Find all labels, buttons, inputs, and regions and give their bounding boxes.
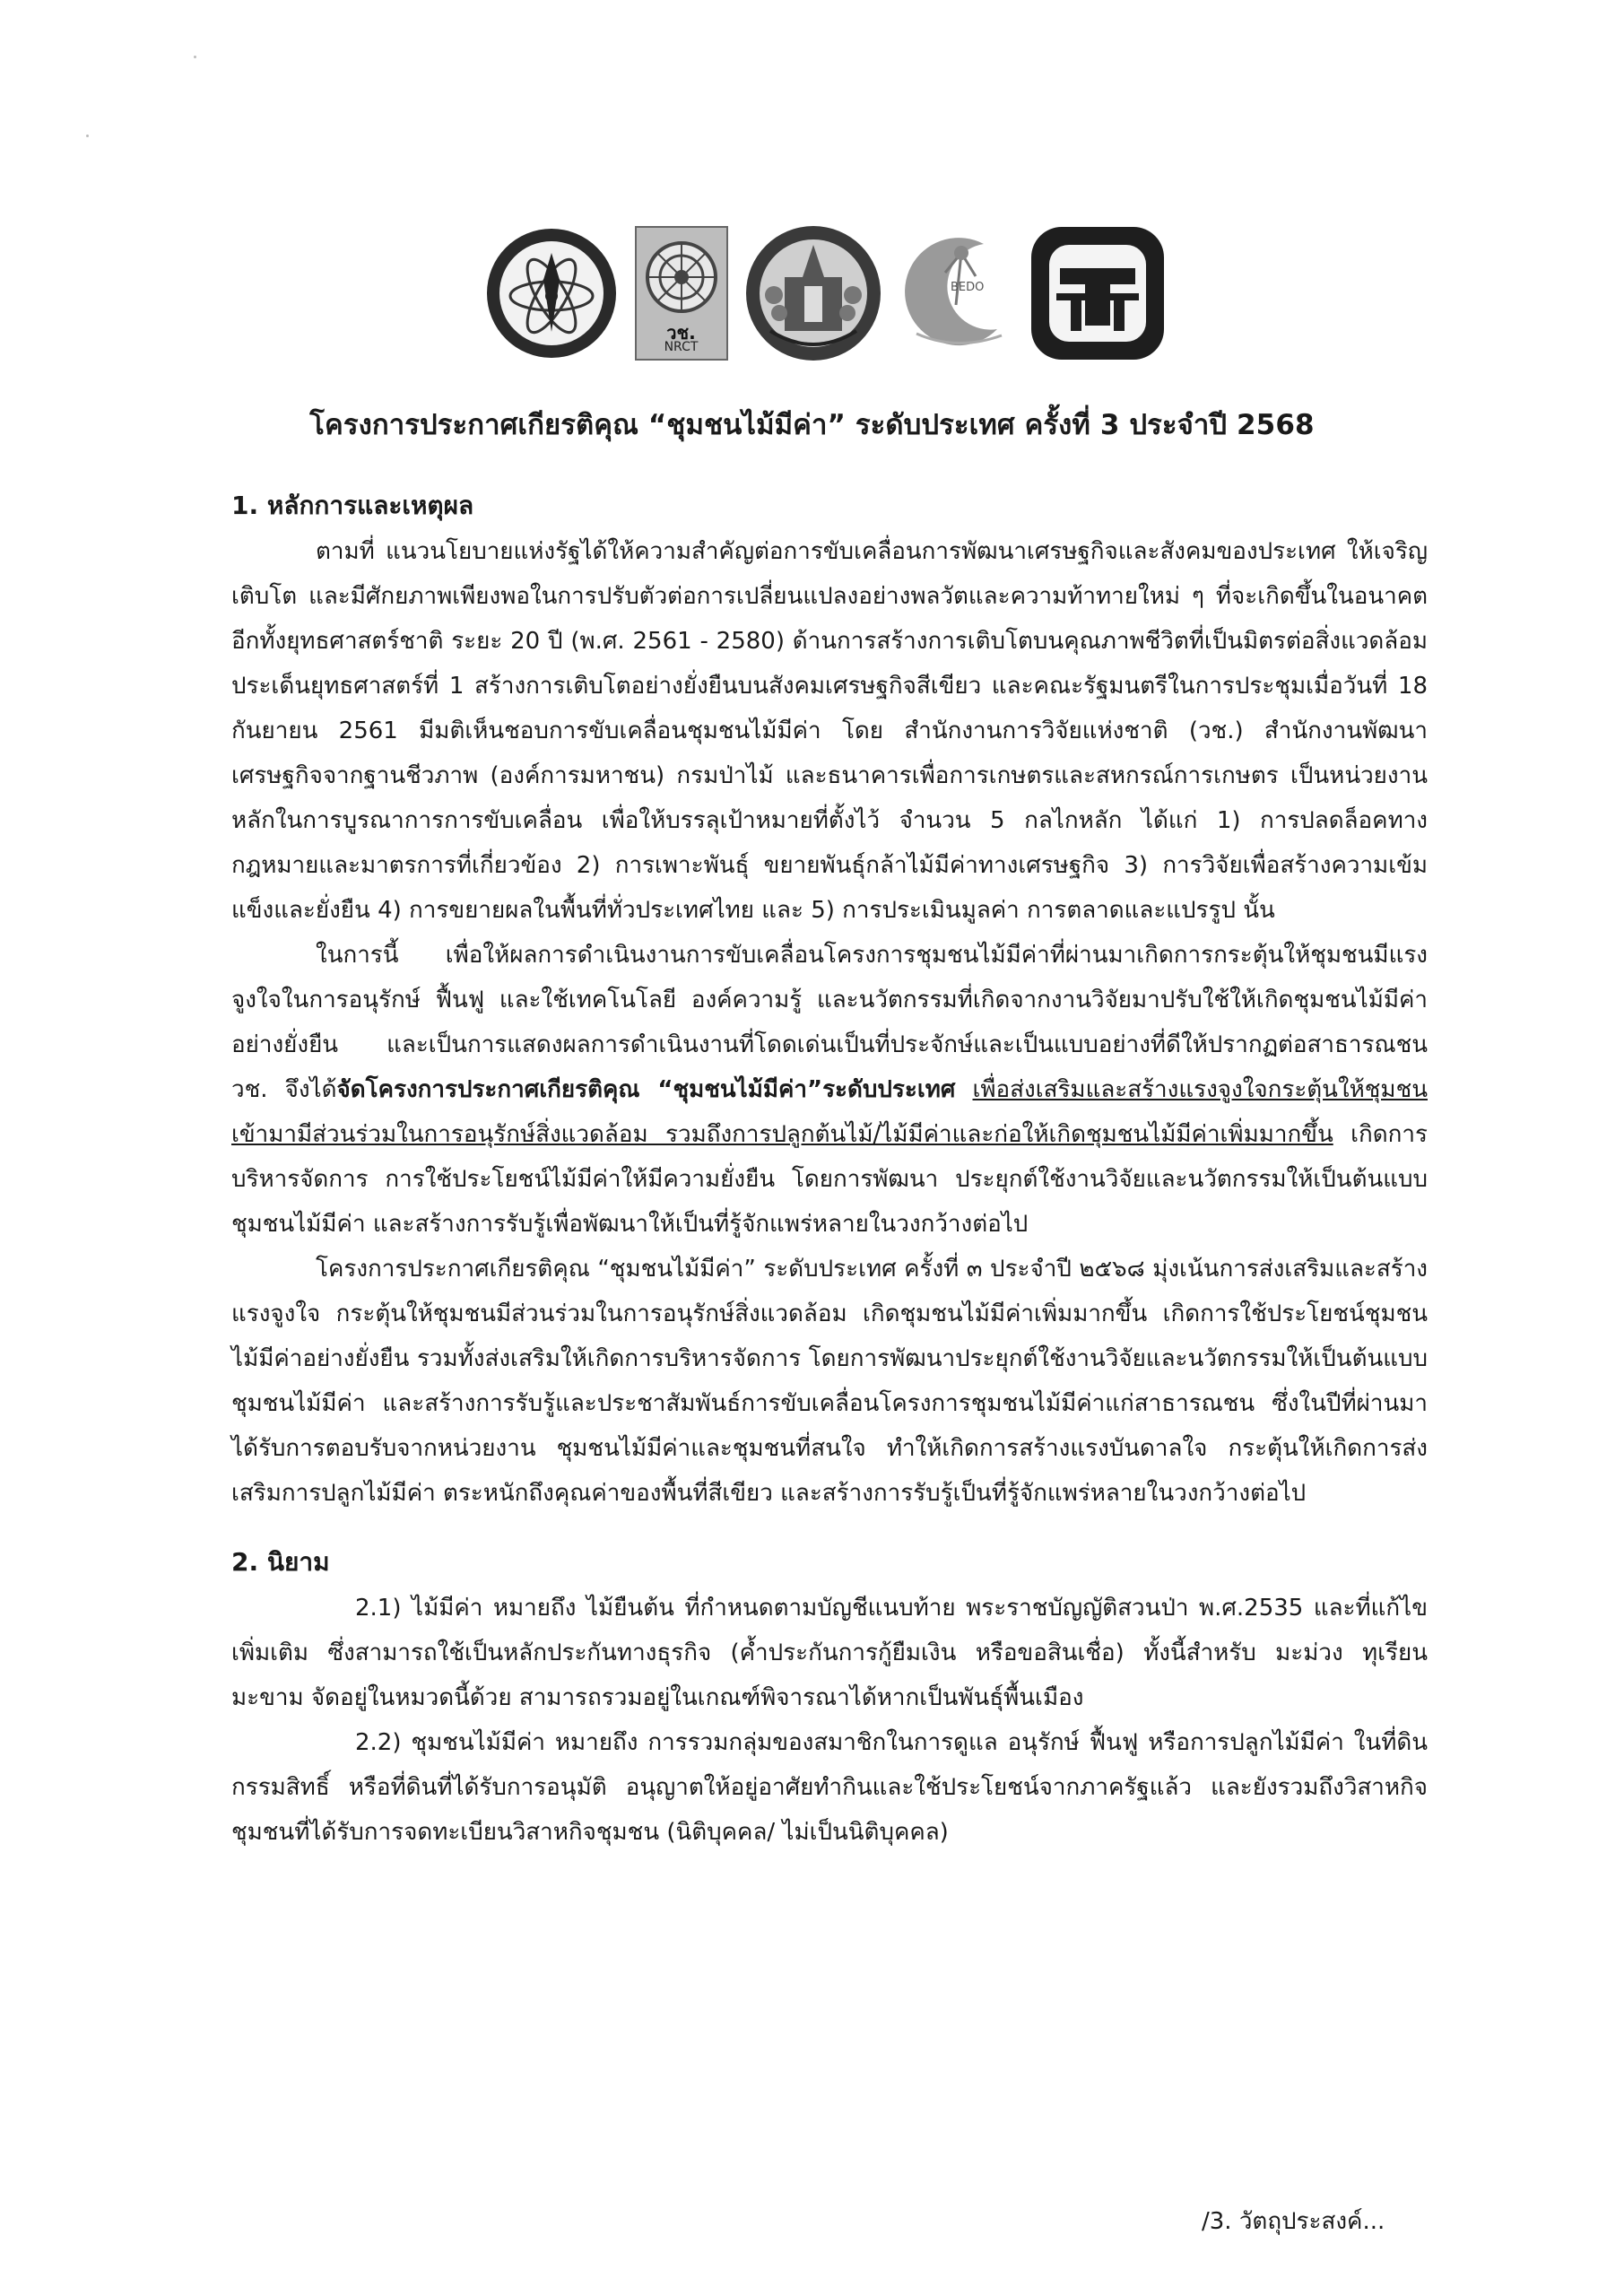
bedo-logo — [899, 226, 1015, 361]
scan-speck — [86, 135, 89, 137]
definition-valuable-wood-text: 2.1) ไม้มีค่า หมายถึง ไม้ยืนต้น ที่กำหนดตามบัญชีแนบท้าย พระราชบัญญัติสวนป่า พ.ศ.2535 และที่แก้ไขเพิ่มเติม ซึ่งสามารถใช้เป็นหลักประกันทางธุรกิจ (ค้ำประกันการกู้ยืมเงิน หรือขอสินเชื่อ) ทั้งนี้สำหรับ มะม่วง ทุเรียน มะขาม จัดอยู่ในหมวดนี้ด้วย สามารถรวมอยู่ในเกณฑ์พิจารณาได้หากเป็นพันธุ์พื้นเมือง — [231, 1595, 1428, 1711]
paragraph-objective-underlined: เพื่อส่งเสริมและสร้างแรงจูงใจกระตุ้นให้ชุมชนเข้ามามีส่วนร่วมในการอนุรักษ์สิ่งแวดล้อม รวมถึงการปลูกต้นไม้/ไม้มีค่าและก่อให้เกิดชุมชนไม้มีค่าเพิ่มมากขึ้น — [231, 1076, 1428, 1148]
temple-emblem-logo — [743, 223, 883, 363]
definition-valuable-wood — [231, 1586, 1428, 1720]
section-gap — [231, 1516, 1428, 1539]
definition-valuable-wood-community — [231, 1720, 1428, 1855]
emblem-atom-logo — [484, 226, 619, 361]
paragraph-objective-text: ในการนี้ เพื่อให้ผลการดำเนินงานการขับเคลื่อนโครงการชุมชนไม้มีค่าที่ผ่านมาเกิดการกระตุ้นให้ชุมชนมีแรงจูงใจในการอนุรักษ์ ฟื้นฟู และใช้เทคโนโลยี องค์ความรู้ และนวัตกรรมที่เกิดจากงานวิจัยมาปรับใช้ให้เกิดชุมชนไม้มีค่าอย่างยั่งยืน และเป็นการแสดงผลการดำเนินงานที่โดดเด่นเป็นที่ประจักษ์และเป็นแบบอย่างที่ดีให้ปรากฏต่อสาธารณชน วช. จึงได้ — [231, 942, 1428, 1103]
logo-row — [484, 217, 1166, 370]
paragraph-project-focus: โครงการประกาศเกียรติคุณ “ชุมชนไม้มีค่า” ระดับประเทศ ครั้งที่ ๓ ประจำปี ๒๕๖๘ มุ่งเน้นการส่งเสริมและสร้างแรงจูงใจ กระตุ้นให้ชุมชนมีส่วนร่วมในการอนุรักษ์สิ่งแวดล้อม เกิดชุมชนไม้มีค่าเพิ่มมากขึ้น เกิดการใช้ประโยชน์ชุมชนไม้มีค่าอย่างยั่งยืน รวมทั้งส่งเสริมให้เกิดการบริหารจัดการ โดยการพัฒนาประยุกต์ใช้งานวิจัยและนวัตกรรมให้เป็นต้นแบบชุมชนไม้มีค่า และสร้างการรับรู้และประชาสัมพันธ์การขับเคลื่อนโครงการชุมชนไม้มีค่าแก่สาธารณชน ซึ่งในปีที่ผ่านมาได้รับการตอบรับจากหน่วยงาน ชุมชนไม้มีค่าและชุมชนที่สนใจ ทำให้เกิดการสร้างแรงบันดาลใจ กระตุ้นให้เกิดการส่งเสริมการปลูกไม้มีค่า ตระหนักถึงคุณค่าของพื้นที่สีเขียว และสร้างการรับรู้เป็นที่รู้จักแพร่หลายในวงกว้างต่อไป — [231, 1256, 1428, 1507]
section-heading-definitions: 2. นิยาม — [231, 1547, 330, 1577]
scan-speck — [194, 56, 196, 58]
nrct-english-text: NRCT — [664, 340, 699, 354]
definition-valuable-wood-community-text: 2.2) ชุมชนไม้มีค่า หมายถึง การรวมกลุ่มของสมาชิกในการดูแล อนุรักษ์ ฟื้นฟู หรือการปลูกไม้มีค่า ในที่ดินกรรมสิทธิ์ หรือที่ดินที่ได้รับการอนุมัติ อนุญาตให้อยู่อาศัยทำกินและใช้ประโยชน์จากภาครัฐแล้ว และยังรวมถึงวิสาหกิจชุมชนที่ได้รับการจดทะเบียนวิสาหกิจชุมชน (นิติบุคคล/ ไม่เป็นนิติบุคคล) — [231, 1729, 1428, 1846]
nrct-logo — [634, 225, 729, 361]
svg-text:BEDO: BEDO — [950, 281, 984, 294]
page-title: โครงการประกาศเกียรติคุณ “ชุมชนไม้มีค่า” ระดับประเทศ ครั้งที่ 3 ประจำปี 2568 — [309, 409, 1315, 441]
document-body — [231, 483, 1428, 1855]
continuation-note: /3. วัตถุประสงค์... — [1202, 2208, 1385, 2235]
paragraph-objective-bold: จัดโครงการประกาศเกียรติคุณ “ชุมชนไม้มีค่า”ระดับประเทศ — [336, 1076, 956, 1103]
paragraph-objective-tail: เกิดการบริหารจัดการ การใช้ประโยชน์ไม้มีค่าให้มีความยั่งยืน โดยการพัฒนา ประยุกต์ใช้งานวิจัยและนวัตกรรมให้เป็นต้นแบบชุมชนไม้มีค่า และสร้างการรับรู้เพื่อพัฒนาให้เป็นที่รู้จักแพร่หลายในวงกว้างต่อไป — [231, 1121, 1428, 1238]
nrct-thai-text: วช. — [666, 322, 696, 344]
baac-logo — [1029, 225, 1166, 361]
paragraph-objective — [231, 933, 1428, 1247]
paragraph-policy: ตามที่ แนวนโยบายแห่งรัฐได้ให้ความสำคัญต่อการขับเคลื่อนการพัฒนาเศรษฐกิจและสังคมของประเทศ ให้เจริญเติบโต และมีศักยภาพเพียงพอในการปรับตัวต่อการเปลี่ยนแปลงอย่างพลวัตและความท้าทายใหม่ ๆ ที่จะเกิดขึ้นในอนาคต อีกทั้งยุทธศาสตร์ชาติ ระยะ 20 ปี (พ.ศ. 2561 - 2580) ด้านการสร้างการเติบโตบนคุณภาพชีวิตที่เป็นมิตรต่อสิ่งแวดล้อม ประเด็นยุทธศาสตร์ที่ 1 สร้างการเติบโตอย่างยั่งยืนบนสังคมเศรษฐกิจสีเขียว และคณะรัฐมนตรีในการประชุมเมื่อวันที่ 18 กันยายน 2561 มีมติเห็นชอบการขับเคลื่อนชุมชนไม้มีค่า โดย สำนักงานการวิจัยแห่งชาติ (วช.) สำนักงานพัฒนาเศรษฐกิจจากฐานชีวภาพ (องค์การมหาชน) กรมป่าไม้ และธนาคารเพื่อการเกษตรและสหกรณ์การเกษตร เป็นหน่วยงานหลักในการบูรณาการการขับเคลื่อน เพื่อให้บรรลุเป้าหมายที่ตั้งไว้ จำนวน 5 กลไกหลัก ได้แก่ 1) การปลดล็อคทางกฎหมายและมาตรการที่เกี่ยวข้อง 2) การเพาะพันธุ์ ขยายพันธุ์กล้าไม้มีค่าทางเศรษฐกิจ 3) การวิจัยเพื่อสร้างความเข้มแข็งและยั่งยืน 4) การขยายผลในพื้นที่ทั่วประเทศไทย และ 5) การประเมินมูลค่า การตลาดและแปรรูป นั้น — [231, 538, 1428, 924]
section-heading-rationale: 1. หลักการและเหตุผล — [231, 491, 474, 520]
